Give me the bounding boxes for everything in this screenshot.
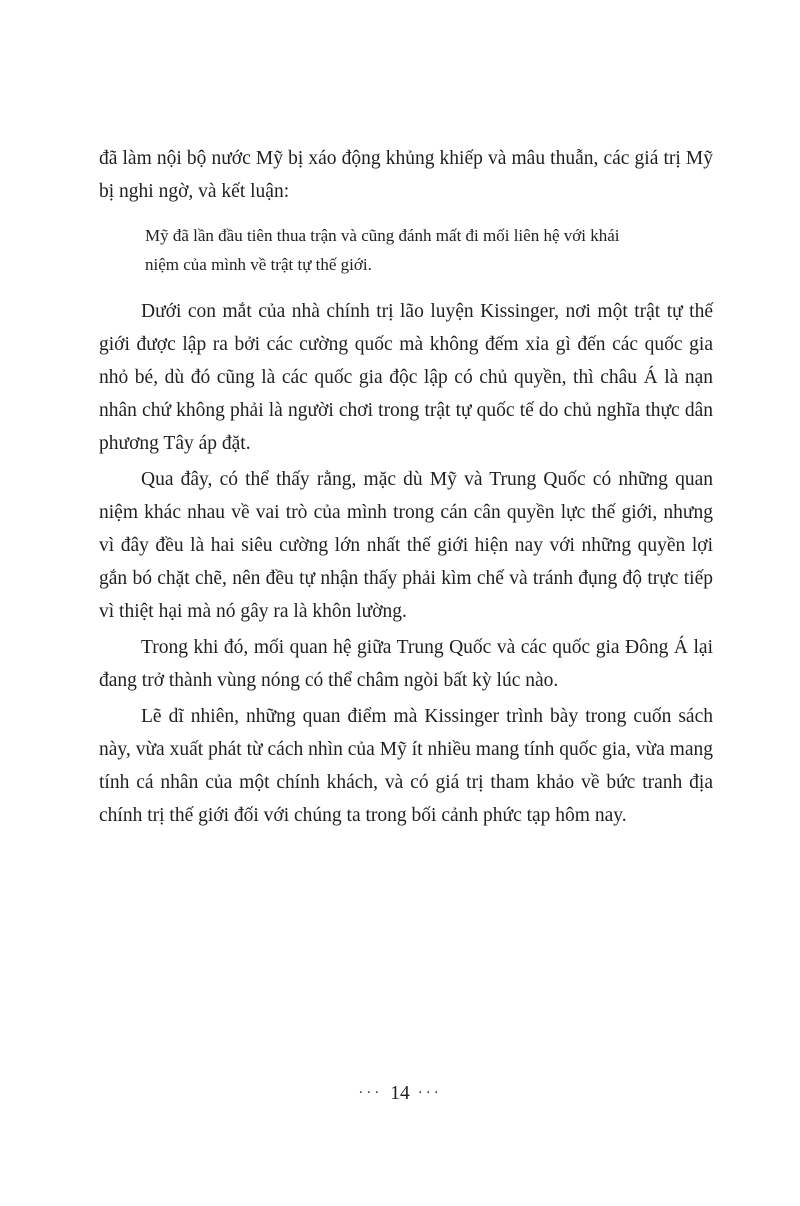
paragraph-3: Trong khi đó, mối quan hệ giữa Trung Quốc và các quốc gia Đông Á lại đang trở thành vùng nóng có thể châm ngòi bất kỳ lúc nào. — [99, 637, 713, 691]
page-body-text — [99, 142, 713, 835]
paragraph-1: Dưới con mắt của nhà chính trị lão luyện Kissinger, nơi một trật tự thế giới được lập ra bởi các cường quốc mà không đếm xỉa gì đến các quốc gia nhỏ bé, dù đó cũng là các quốc gia độc lập có chủ quyền, thì châu Á là nạn nhân chứ không phải là người chơi trong trật tự quốc tế do chủ nghĩa thực dân phương Tây áp đặt. — [99, 301, 713, 454]
page-number: 14 — [390, 1083, 410, 1104]
page-footer — [0, 1083, 800, 1105]
paragraph-4: Lẽ dĩ nhiên, những quan điểm mà Kissinger trình bày trong cuốn sách này, vừa xuất phát từ cách nhìn của Mỹ ít nhiều mang tính quốc gia, vừa mang tính cá nhân của một chính khách, và có giá trị tham khảo về bức tranh địa chính trị thế giới đối với chúng ta trong bối cảnh phức tạp hôm nay. — [99, 706, 713, 826]
paragraph-2: Qua đây, có thể thấy rằng, mặc dù Mỹ và Trung Quốc có những quan niệm khác nhau về vai trò của mình trong cán cân quyền lực thế giới, nhưng vì đây đều là hai siêu cường lớn nhất thế giới hiện nay với những quyền lợi gắn bó chặt chẽ, nên đều tự nhận thấy phải kìm chế và tránh đụng độ trực tiếp vì thiệt hại mà nó gây ra là khôn lường. — [99, 469, 713, 622]
footer-ornament-right: ··· — [417, 1085, 442, 1101]
opening-paragraph: đã làm nội bộ nước Mỹ bị xáo động khủng khiếp và mâu thuẫn, các giá trị Mỹ bị nghi ngờ, và kết luận: — [99, 148, 713, 202]
block-quote: Mỹ đã lần đầu tiên thua trận và cũng đánh mất đi mối liên hệ với khái niệm của mình về trật tự thế giới. — [145, 226, 620, 274]
footer-ornament-left: ··· — [358, 1085, 383, 1101]
